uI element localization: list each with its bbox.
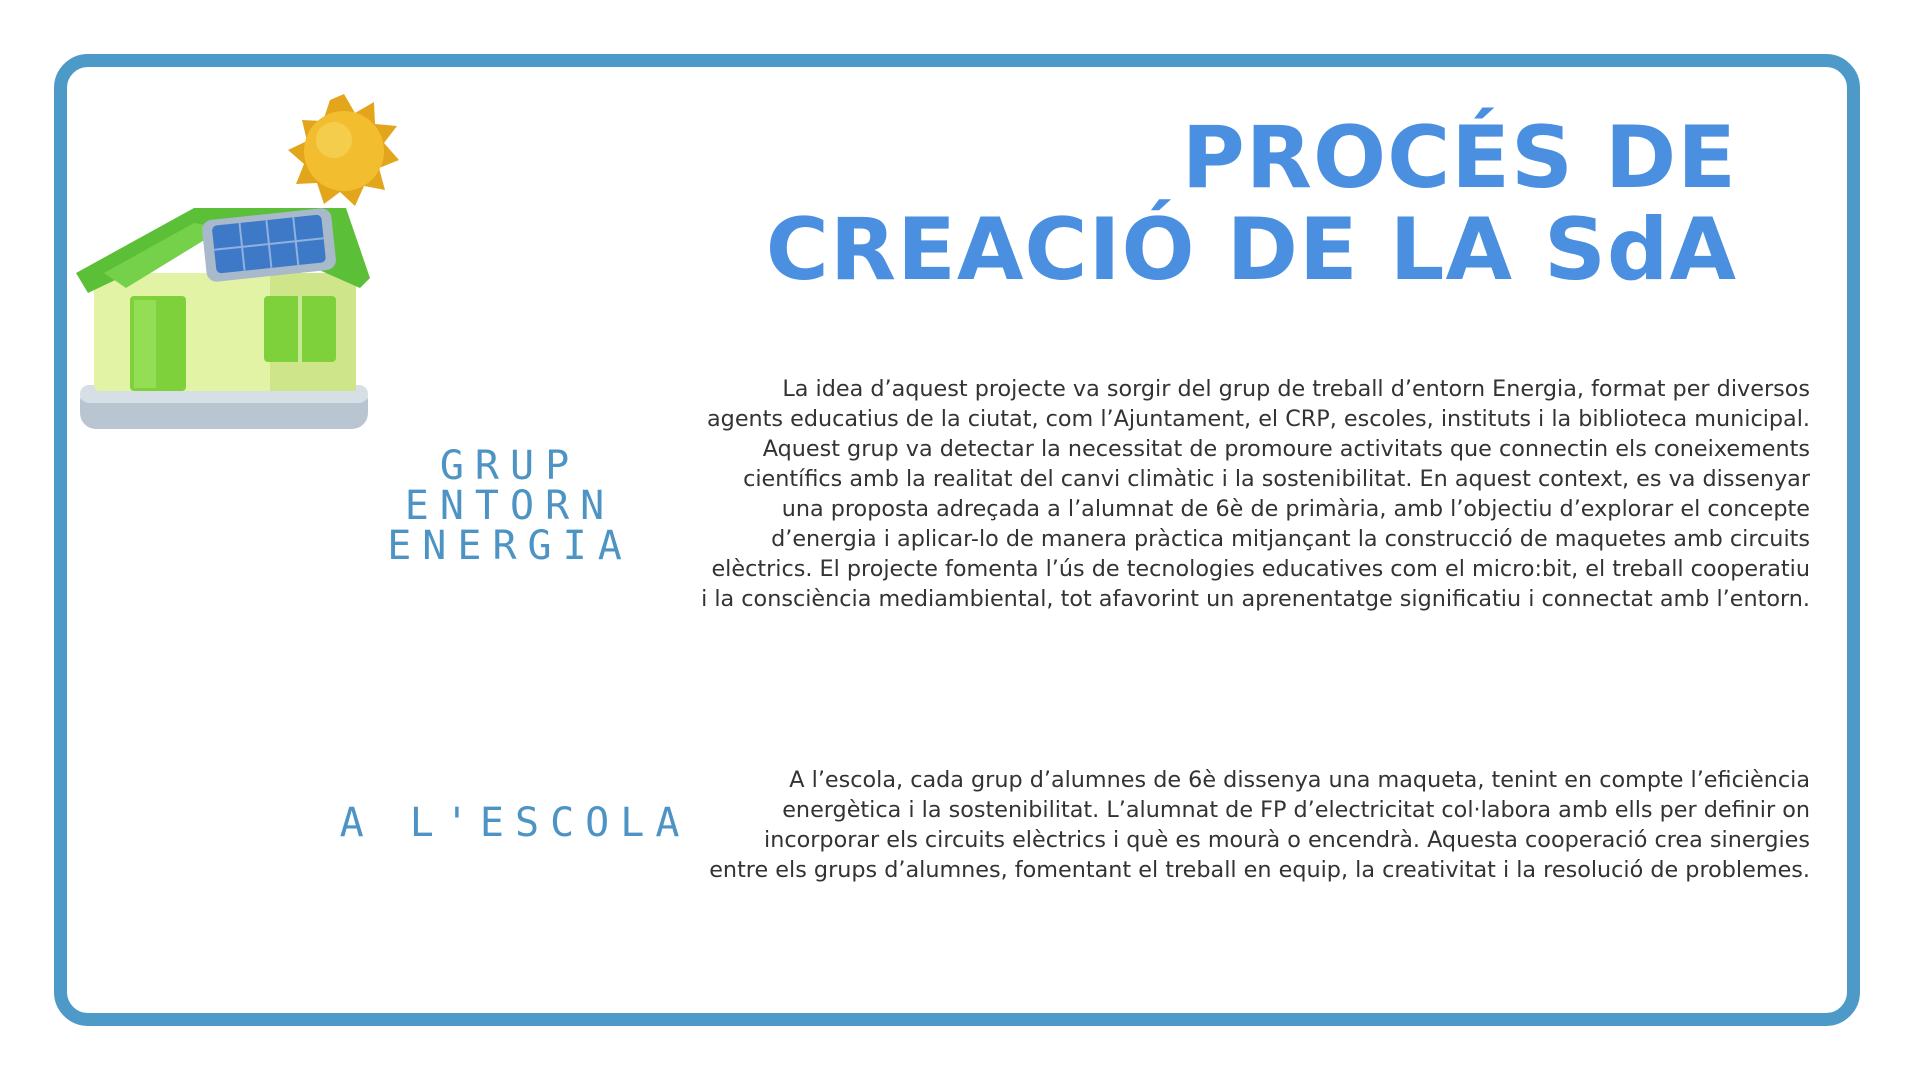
solar-house-icon	[74, 88, 404, 438]
section-label-escola: A L'ESCOLA	[339, 800, 691, 846]
house-icon	[76, 207, 370, 429]
label-line-3: ENERGIA	[387, 523, 633, 569]
section-label-grup	[370, 443, 650, 569]
title-line-2: CREACIÓ DE LA SdA	[765, 200, 1737, 300]
section-text-grup: La idea d’aquest projecte va sorgir del grup de treball d’entorn Energia, format per diversos agents educatius de la ciutat, com l’Ajuntament, el CRP, escoles, instituts i la biblioteca municipal. Aquest grup va detectar la necessitat de promoure activitats que connectin els coneixements científics amb la realitat del canvi climàtic i la sostenibilitat. En aquest context, es va dissenyar una proposta adreçada a l’alumnat de 6è de primària, amb l’objectiu d’explorar el concepte d’energia i aplicar-lo de manera pràctica mitjançant la construcció de maquetes amb circuits elèctrics. El projecte fomenta l’ús de tecnologies educatives com el micro:bit, el treball cooperatiu i la consciència mediambiental, tot afavorint un aprenentatge significatiu i connectat amb l’entorn.	[701, 376, 1810, 612]
sun-icon	[288, 94, 399, 206]
label-line-1: GRUP	[439, 443, 581, 489]
label-line-2: ENTORN	[404, 483, 616, 529]
section-text-escola: A l’escola, cada grup d’alumnes de 6è dissenya una maqueta, tenint en compte l’eficiència energètica i la sostenibilitat. L’alumnat de FP d’electricitat col·labora amb ells per definir on incorporar els circuits elèctrics i què es mourà o encendrà. Aquesta cooperació crea sinergies entre els grups d’alumnes, fomentant el treball en equip, la creativitat i la resolució de problemes.	[709, 767, 1810, 883]
solar-house-illustration	[74, 88, 404, 438]
slide-title	[765, 108, 1737, 300]
title-line-1: PROCÉS DE	[1181, 108, 1737, 208]
